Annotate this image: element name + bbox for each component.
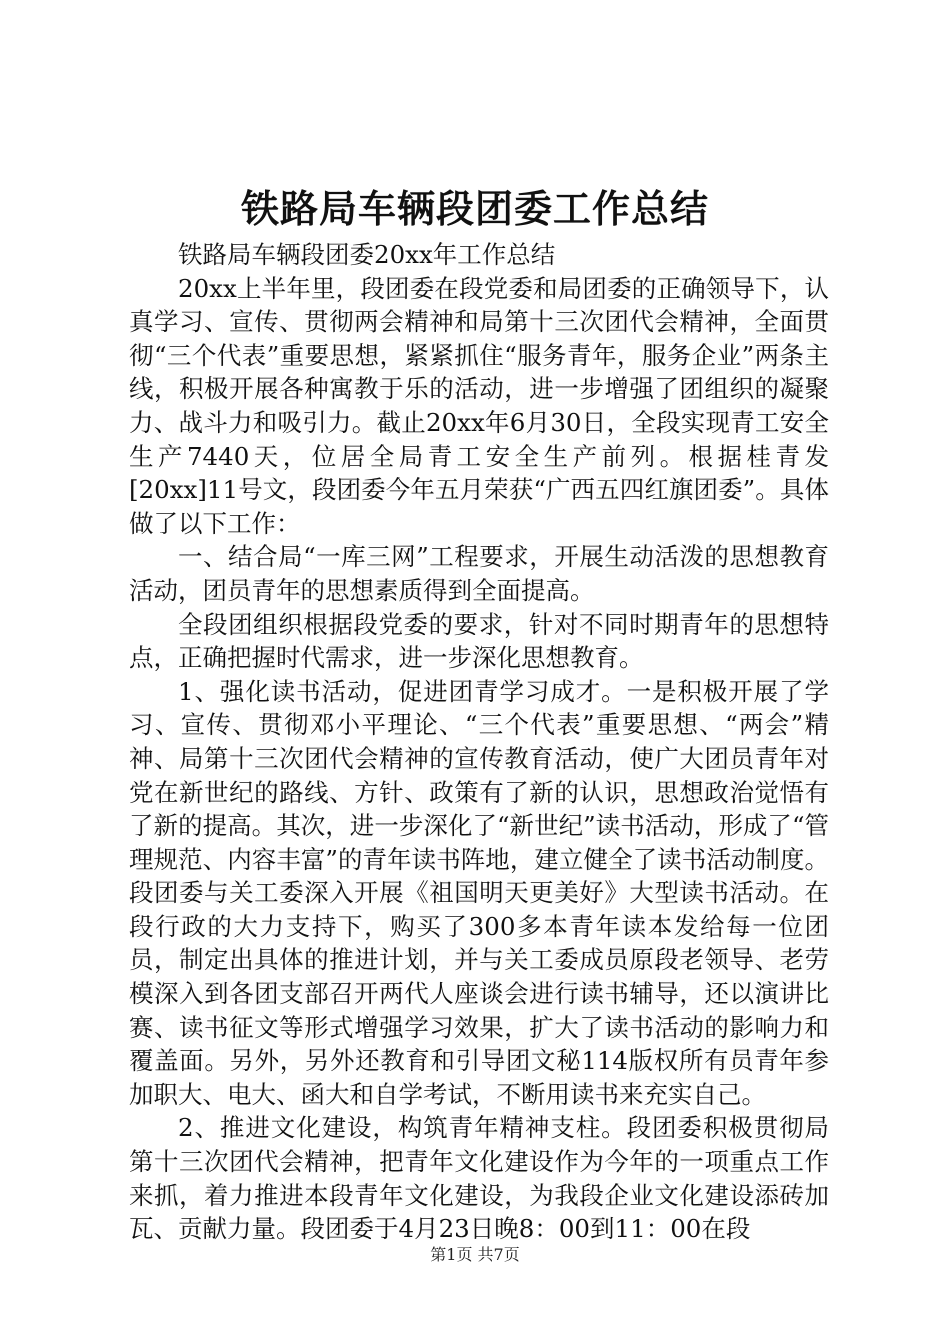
document-body — [129, 238, 829, 1246]
paragraph-subtitle: 铁路局车辆段团委20xx年工作总结 — [178, 240, 556, 269]
paragraph-culture-building: 2、推进文化建设，构筑青年精神支柱。段团委积极贯彻局第十三次团代会精神，把青年文化建设作为今年的一项重点工作来抓，着力推进本段青年文化建设，为我段企业文化建设添砖加瓦、贡献力量。段团委于4月23日晚8：00到11：00在段 — [129, 1113, 829, 1244]
paragraph-intro: 20xx上半年里，段团委在段党委和局团委的正确领导下，认真学习、宣传、贯彻两会精神和局第十三次团代会精神，全面贯彻“三个代表”重要思想，紧紧抓住“服务青年，服务企业”两条主线，积极开展各种寓教于乐的活动，进一步增强了团组织的凝聚力、战斗力和吸引力。截止20xx年6月30日，全段实现青工安全生产7440天，位居全局青工安全生产前列。根据桂青发[20xx]11号文，段团委今年五月荣获“广西五四红旗团委”。具体做了以下工作： — [129, 273, 829, 538]
page-number-footer: 第1页 共7页 — [430, 1245, 520, 1264]
document-title: 铁路局车辆段团委工作总结 — [240, 186, 709, 231]
paragraph-section-one-intro: 全段团组织根据段党委的要求，针对不同时期青年的思想特点，正确把握时代需求，进一步深化思想教育。 — [129, 609, 829, 673]
paragraph-section-one-heading: 一、结合局“一库三网”工程要求，开展生动活泼的思想教育活动，团员青年的思想素质得到全面提高。 — [129, 542, 829, 605]
paragraph-reading-activity: 1、强化读书活动，促进团青学习成才。一是积极开展了学习、宣传、贯彻邓小平理论、“三个代表”重要思想、“两会”精神、局第十三次团代会精神的宣传教育活动，使广大团员青年对党在新世纪的路线、方针、政策有了新的认识，思想政治觉悟有了新的提高。其次，进一步深化了“新世纪”读书活动，形成了“管理规范、内容丰富”的青年读书阵地，建立健全了读书活动制度。段团委与关工委深入开展《祖国明天更美好》大型读书活动。在段行政的大力支持下，购买了300多本青年读本发给每一位团员，制定出具体的推进计划，并与关工委成员原段老领导、老劳模深入到各团支部召开两代人座谈会进行读书辅导，还以演讲比赛、读书征文等形式增强学习效果，扩大了读书活动的影响力和覆盖面。另外，另外还教育和引导团文秘114版权所有员青年参加职大、电大、函大和自学考试，不断用读书来充实自己。 — [129, 676, 829, 1109]
